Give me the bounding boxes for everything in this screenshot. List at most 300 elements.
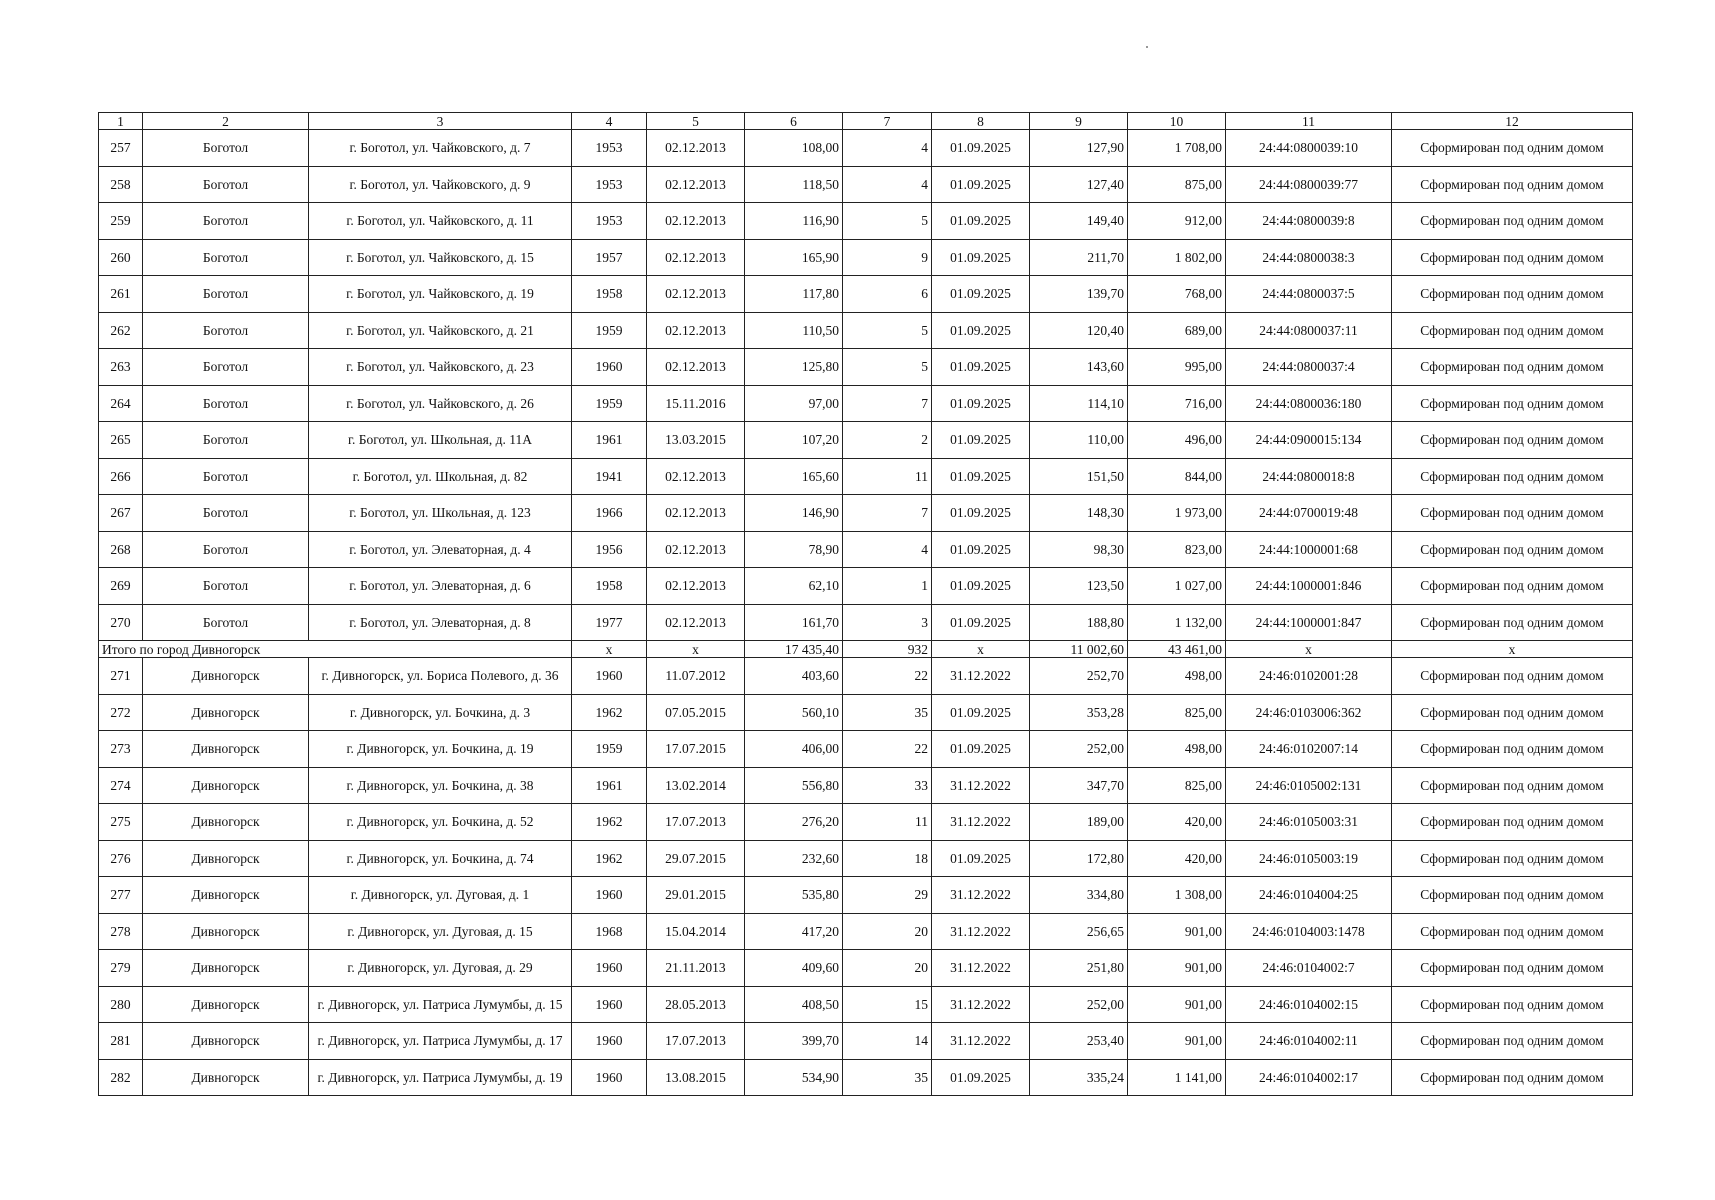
cadastral-number-cell: 24:46:0104002:11 bbox=[1226, 1023, 1392, 1060]
col-10-cell: 689,00 bbox=[1128, 312, 1226, 349]
year-cell: 1962 bbox=[572, 840, 647, 877]
count-cell: 5 bbox=[843, 349, 932, 386]
subtotal-count: 932 bbox=[843, 641, 932, 658]
area-cell: 399,70 bbox=[745, 1023, 843, 1060]
deadline-cell: 31.12.2022 bbox=[932, 804, 1030, 841]
address-cell: г. Дивногорск, ул. Дуговая, д. 29 bbox=[309, 950, 572, 987]
column-number-header: 4 bbox=[572, 113, 647, 130]
year-cell: 1960 bbox=[572, 658, 647, 695]
cadastral-number-cell: 24:46:0104003:1478 bbox=[1226, 913, 1392, 950]
deadline-cell: 01.09.2025 bbox=[932, 276, 1030, 313]
address-cell: г. Боготол, ул. Чайковского, д. 23 bbox=[309, 349, 572, 386]
deadline-cell: 01.09.2025 bbox=[932, 203, 1030, 240]
subtotal-col-10: 43 461,00 bbox=[1128, 641, 1226, 658]
date-cell: 02.12.2013 bbox=[647, 458, 745, 495]
address-cell: г. Дивногорск, ул. Бочкина, д. 3 bbox=[309, 694, 572, 731]
column-number-header: 11 bbox=[1226, 113, 1392, 130]
row-number: 276 bbox=[99, 840, 143, 877]
address-cell: г. Боготол, ул. Чайковского, д. 7 bbox=[309, 130, 572, 167]
city-cell: Боготол bbox=[143, 276, 309, 313]
date-cell: 02.12.2013 bbox=[647, 531, 745, 568]
year-cell: 1977 bbox=[572, 604, 647, 641]
table-row bbox=[99, 349, 1633, 386]
col-10-cell: 496,00 bbox=[1128, 422, 1226, 459]
status-cell: Сформирован под одним домом bbox=[1392, 458, 1633, 495]
year-cell: 1960 bbox=[572, 1059, 647, 1096]
deadline-cell: 01.09.2025 bbox=[932, 349, 1030, 386]
address-cell: г. Дивногорск, ул. Бориса Полевого, д. 36 bbox=[309, 658, 572, 695]
subtotal-col-4: х bbox=[572, 641, 647, 658]
city-cell: Боготол bbox=[143, 130, 309, 167]
cadastral-number-cell: 24:44:0800039:77 bbox=[1226, 166, 1392, 203]
row-number: 268 bbox=[99, 531, 143, 568]
col-9-cell: 253,40 bbox=[1030, 1023, 1128, 1060]
address-cell: г. Дивногорск, ул. Патриса Лумумбы, д. 19 bbox=[309, 1059, 572, 1096]
date-cell: 02.12.2013 bbox=[647, 276, 745, 313]
count-cell: 11 bbox=[843, 458, 932, 495]
status-cell: Сформирован под одним домом bbox=[1392, 130, 1633, 167]
address-cell: г. Боготол, ул. Чайковского, д. 19 bbox=[309, 276, 572, 313]
area-cell: 108,00 bbox=[745, 130, 843, 167]
area-cell: 117,80 bbox=[745, 276, 843, 313]
deadline-cell: 01.09.2025 bbox=[932, 840, 1030, 877]
city-cell: Боготол bbox=[143, 203, 309, 240]
area-cell: 125,80 bbox=[745, 349, 843, 386]
cadastral-number-cell: 24:46:0104002:7 bbox=[1226, 950, 1392, 987]
city-cell: Боготол bbox=[143, 166, 309, 203]
col-9-cell: 120,40 bbox=[1030, 312, 1128, 349]
date-cell: 29.07.2015 bbox=[647, 840, 745, 877]
city-cell: Боготол bbox=[143, 422, 309, 459]
deadline-cell: 01.09.2025 bbox=[932, 422, 1030, 459]
table-row bbox=[99, 422, 1633, 459]
col-10-cell: 1 132,00 bbox=[1128, 604, 1226, 641]
address-cell: г. Боготол, ул. Элеваторная, д. 4 bbox=[309, 531, 572, 568]
address-cell: г. Боготол, ул. Элеваторная, д. 6 bbox=[309, 568, 572, 605]
year-cell: 1962 bbox=[572, 804, 647, 841]
subtotal-col-5: х bbox=[647, 641, 745, 658]
row-number: 264 bbox=[99, 385, 143, 422]
col-10-cell: 498,00 bbox=[1128, 731, 1226, 768]
date-cell: 07.05.2015 bbox=[647, 694, 745, 731]
area-cell: 417,20 bbox=[745, 913, 843, 950]
table-row bbox=[99, 1023, 1633, 1060]
city-cell: Боготол bbox=[143, 568, 309, 605]
year-cell: 1957 bbox=[572, 239, 647, 276]
city-cell: Боготол bbox=[143, 495, 309, 532]
area-cell: 556,80 bbox=[745, 767, 843, 804]
col-9-cell: 172,80 bbox=[1030, 840, 1128, 877]
cadastral-number-cell: 24:44:1000001:846 bbox=[1226, 568, 1392, 605]
deadline-cell: 31.12.2022 bbox=[932, 986, 1030, 1023]
address-cell: г. Боготол, ул. Школьная, д. 123 bbox=[309, 495, 572, 532]
status-cell: Сформирован под одним домом bbox=[1392, 422, 1633, 459]
status-cell: Сформирован под одним домом bbox=[1392, 604, 1633, 641]
area-cell: 408,50 bbox=[745, 986, 843, 1023]
cadastral-number-cell: 24:46:0102007:14 bbox=[1226, 731, 1392, 768]
year-cell: 1959 bbox=[572, 385, 647, 422]
year-cell: 1953 bbox=[572, 130, 647, 167]
row-number: 281 bbox=[99, 1023, 143, 1060]
col-9-cell: 143,60 bbox=[1030, 349, 1128, 386]
status-cell: Сформирован под одним домом bbox=[1392, 731, 1633, 768]
year-cell: 1960 bbox=[572, 349, 647, 386]
year-cell: 1960 bbox=[572, 877, 647, 914]
status-cell: Сформирован под одним домом bbox=[1392, 568, 1633, 605]
deadline-cell: 01.09.2025 bbox=[932, 495, 1030, 532]
cadastral-number-cell: 24:44:0900015:134 bbox=[1226, 422, 1392, 459]
status-cell: Сформирован под одним домом bbox=[1392, 950, 1633, 987]
col-10-cell: 901,00 bbox=[1128, 1023, 1226, 1060]
area-cell: 97,00 bbox=[745, 385, 843, 422]
address-cell: г. Боготол, ул. Чайковского, д. 21 bbox=[309, 312, 572, 349]
date-cell: 02.12.2013 bbox=[647, 349, 745, 386]
area-cell: 116,90 bbox=[745, 203, 843, 240]
status-cell: Сформирован под одним домом bbox=[1392, 385, 1633, 422]
address-cell: г. Дивногорск, ул. Бочкина, д. 38 bbox=[309, 767, 572, 804]
date-cell: 17.07.2013 bbox=[647, 804, 745, 841]
subtotal-col-11: х bbox=[1226, 641, 1392, 658]
row-number: 280 bbox=[99, 986, 143, 1023]
col-9-cell: 139,70 bbox=[1030, 276, 1128, 313]
address-cell: г. Боготол, ул. Чайковского, д. 26 bbox=[309, 385, 572, 422]
col-9-cell: 149,40 bbox=[1030, 203, 1128, 240]
col-9-cell: 127,90 bbox=[1030, 130, 1128, 167]
city-cell: Боготол bbox=[143, 604, 309, 641]
date-cell: 13.02.2014 bbox=[647, 767, 745, 804]
count-cell: 1 bbox=[843, 568, 932, 605]
count-cell: 4 bbox=[843, 166, 932, 203]
col-9-cell: 123,50 bbox=[1030, 568, 1128, 605]
city-cell: Дивногорск bbox=[143, 1059, 309, 1096]
city-cell: Боготол bbox=[143, 385, 309, 422]
date-cell: 02.12.2013 bbox=[647, 130, 745, 167]
date-cell: 28.05.2013 bbox=[647, 986, 745, 1023]
col-9-cell: 189,00 bbox=[1030, 804, 1128, 841]
date-cell: 13.08.2015 bbox=[647, 1059, 745, 1096]
area-cell: 232,60 bbox=[745, 840, 843, 877]
col-9-cell: 251,80 bbox=[1030, 950, 1128, 987]
area-cell: 276,20 bbox=[745, 804, 843, 841]
col-10-cell: 823,00 bbox=[1128, 531, 1226, 568]
deadline-cell: 01.09.2025 bbox=[932, 694, 1030, 731]
year-cell: 1961 bbox=[572, 422, 647, 459]
table-row bbox=[99, 767, 1633, 804]
address-cell: г. Дивногорск, ул. Бочкина, д. 74 bbox=[309, 840, 572, 877]
row-number: 263 bbox=[99, 349, 143, 386]
address-cell: г. Дивногорск, ул. Бочкина, д. 19 bbox=[309, 731, 572, 768]
area-cell: 560,10 bbox=[745, 694, 843, 731]
city-cell: Дивногорск bbox=[143, 1023, 309, 1060]
date-cell: 11.07.2012 bbox=[647, 658, 745, 695]
table-row bbox=[99, 203, 1633, 240]
col-9-cell: 252,00 bbox=[1030, 986, 1128, 1023]
address-cell: г. Боготол, ул. Школьная, д. 11А bbox=[309, 422, 572, 459]
area-cell: 118,50 bbox=[745, 166, 843, 203]
status-cell: Сформирован под одним домом bbox=[1392, 312, 1633, 349]
deadline-cell: 01.09.2025 bbox=[932, 568, 1030, 605]
city-cell: Боготол bbox=[143, 458, 309, 495]
date-cell: 13.03.2015 bbox=[647, 422, 745, 459]
table-row bbox=[99, 385, 1633, 422]
address-cell: г. Дивногорск, ул. Дуговая, д. 15 bbox=[309, 913, 572, 950]
col-10-cell: 1 027,00 bbox=[1128, 568, 1226, 605]
cadastral-number-cell: 24:46:0104002:17 bbox=[1226, 1059, 1392, 1096]
year-cell: 1960 bbox=[572, 1023, 647, 1060]
area-cell: 146,90 bbox=[745, 495, 843, 532]
col-10-cell: 1 141,00 bbox=[1128, 1059, 1226, 1096]
city-cell: Дивногорск bbox=[143, 840, 309, 877]
status-cell: Сформирован под одним домом bbox=[1392, 877, 1633, 914]
cadastral-number-cell: 24:44:1000001:68 bbox=[1226, 531, 1392, 568]
area-cell: 62,10 bbox=[745, 568, 843, 605]
row-number: 267 bbox=[99, 495, 143, 532]
deadline-cell: 01.09.2025 bbox=[932, 312, 1030, 349]
status-cell: Сформирован под одним домом bbox=[1392, 349, 1633, 386]
city-cell: Дивногорск bbox=[143, 877, 309, 914]
col-9-cell: 148,30 bbox=[1030, 495, 1128, 532]
table-row bbox=[99, 1059, 1633, 1096]
subtotal-section bbox=[99, 641, 1633, 658]
year-cell: 1956 bbox=[572, 531, 647, 568]
col-10-cell: 768,00 bbox=[1128, 276, 1226, 313]
deadline-cell: 31.12.2022 bbox=[932, 658, 1030, 695]
table-row bbox=[99, 877, 1633, 914]
count-cell: 22 bbox=[843, 731, 932, 768]
column-number-header-row bbox=[99, 113, 1633, 130]
column-number-header: 3 bbox=[309, 113, 572, 130]
col-10-cell: 1 802,00 bbox=[1128, 239, 1226, 276]
deadline-cell: 31.12.2022 bbox=[932, 767, 1030, 804]
date-cell: 02.12.2013 bbox=[647, 312, 745, 349]
col-10-cell: 420,00 bbox=[1128, 840, 1226, 877]
count-cell: 4 bbox=[843, 531, 932, 568]
subtotal-col-12: х bbox=[1392, 641, 1633, 658]
count-cell: 20 bbox=[843, 950, 932, 987]
date-cell: 29.01.2015 bbox=[647, 877, 745, 914]
cadastral-number-cell: 24:46:0104004:25 bbox=[1226, 877, 1392, 914]
status-cell: Сформирован под одним домом bbox=[1392, 658, 1633, 695]
subtotal-col-8: х bbox=[932, 641, 1030, 658]
city-cell: Дивногорск bbox=[143, 694, 309, 731]
city-cell: Дивногорск bbox=[143, 731, 309, 768]
year-cell: 1960 bbox=[572, 986, 647, 1023]
date-cell: 02.12.2013 bbox=[647, 604, 745, 641]
col-10-cell: 995,00 bbox=[1128, 349, 1226, 386]
row-number: 275 bbox=[99, 804, 143, 841]
year-cell: 1961 bbox=[572, 767, 647, 804]
col-10-cell: 844,00 bbox=[1128, 458, 1226, 495]
subtotal-label: Итого по город Дивногорск bbox=[99, 641, 572, 658]
scan-speck bbox=[1146, 46, 1148, 48]
date-cell: 02.12.2013 bbox=[647, 203, 745, 240]
status-cell: Сформирован под одним домом bbox=[1392, 694, 1633, 731]
count-cell: 11 bbox=[843, 804, 932, 841]
year-cell: 1966 bbox=[572, 495, 647, 532]
area-cell: 403,60 bbox=[745, 658, 843, 695]
city-cell: Боготол bbox=[143, 312, 309, 349]
table-row bbox=[99, 986, 1633, 1023]
area-cell: 535,80 bbox=[745, 877, 843, 914]
table-row bbox=[99, 239, 1633, 276]
area-cell: 406,00 bbox=[745, 731, 843, 768]
year-cell: 1958 bbox=[572, 568, 647, 605]
city-cell: Дивногорск bbox=[143, 913, 309, 950]
date-cell: 02.12.2013 bbox=[647, 568, 745, 605]
cadastral-number-cell: 24:44:0800037:11 bbox=[1226, 312, 1392, 349]
col-9-cell: 127,40 bbox=[1030, 166, 1128, 203]
col-9-cell: 151,50 bbox=[1030, 458, 1128, 495]
deadline-cell: 31.12.2022 bbox=[932, 877, 1030, 914]
count-cell: 3 bbox=[843, 604, 932, 641]
col-10-cell: 1 308,00 bbox=[1128, 877, 1226, 914]
table-row bbox=[99, 604, 1633, 641]
col-9-cell: 110,00 bbox=[1030, 422, 1128, 459]
row-number: 270 bbox=[99, 604, 143, 641]
subtotal-row bbox=[99, 641, 1633, 658]
address-cell: г. Дивногорск, ул. Дуговая, д. 1 bbox=[309, 877, 572, 914]
year-cell: 1960 bbox=[572, 950, 647, 987]
year-cell: 1968 bbox=[572, 913, 647, 950]
count-cell: 22 bbox=[843, 658, 932, 695]
cadastral-number-cell: 24:46:0105003:19 bbox=[1226, 840, 1392, 877]
col-9-cell: 335,24 bbox=[1030, 1059, 1128, 1096]
area-cell: 78,90 bbox=[745, 531, 843, 568]
count-cell: 14 bbox=[843, 1023, 932, 1060]
table-row bbox=[99, 495, 1633, 532]
deadline-cell: 31.12.2022 bbox=[932, 1023, 1030, 1060]
area-cell: 107,20 bbox=[745, 422, 843, 459]
address-cell: г. Боготол, ул. Чайковского, д. 15 bbox=[309, 239, 572, 276]
date-cell: 17.07.2013 bbox=[647, 1023, 745, 1060]
col-10-cell: 498,00 bbox=[1128, 658, 1226, 695]
status-cell: Сформирован под одним домом bbox=[1392, 203, 1633, 240]
row-number: 265 bbox=[99, 422, 143, 459]
table-row bbox=[99, 804, 1633, 841]
cadastral-number-cell: 24:44:0800039:10 bbox=[1226, 130, 1392, 167]
count-cell: 35 bbox=[843, 694, 932, 731]
year-cell: 1953 bbox=[572, 166, 647, 203]
table-row bbox=[99, 531, 1633, 568]
date-cell: 02.12.2013 bbox=[647, 495, 745, 532]
row-number: 258 bbox=[99, 166, 143, 203]
housing-register-table bbox=[98, 112, 1633, 1096]
table-row bbox=[99, 913, 1633, 950]
count-cell: 29 bbox=[843, 877, 932, 914]
count-cell: 4 bbox=[843, 130, 932, 167]
date-cell: 15.11.2016 bbox=[647, 385, 745, 422]
count-cell: 2 bbox=[843, 422, 932, 459]
column-number-header: 10 bbox=[1128, 113, 1226, 130]
col-9-cell: 256,65 bbox=[1030, 913, 1128, 950]
deadline-cell: 01.09.2025 bbox=[932, 458, 1030, 495]
cadastral-number-cell: 24:44:0800036:180 bbox=[1226, 385, 1392, 422]
table-row bbox=[99, 840, 1633, 877]
count-cell: 18 bbox=[843, 840, 932, 877]
col-9-cell: 347,70 bbox=[1030, 767, 1128, 804]
table-row bbox=[99, 731, 1633, 768]
date-cell: 15.04.2014 bbox=[647, 913, 745, 950]
col-10-cell: 716,00 bbox=[1128, 385, 1226, 422]
cadastral-number-cell: 24:46:0105002:131 bbox=[1226, 767, 1392, 804]
deadline-cell: 01.09.2025 bbox=[932, 604, 1030, 641]
column-number-header: 7 bbox=[843, 113, 932, 130]
col-9-cell: 114,10 bbox=[1030, 385, 1128, 422]
status-cell: Сформирован под одним домом bbox=[1392, 239, 1633, 276]
col-9-cell: 188,80 bbox=[1030, 604, 1128, 641]
col-9-cell: 98,30 bbox=[1030, 531, 1128, 568]
subtotal-area: 17 435,40 bbox=[745, 641, 843, 658]
address-cell: г. Боготол, ул. Школьная, д. 82 bbox=[309, 458, 572, 495]
row-number: 259 bbox=[99, 203, 143, 240]
city-cell: Боготол bbox=[143, 349, 309, 386]
count-cell: 20 bbox=[843, 913, 932, 950]
city-cell: Дивногорск bbox=[143, 986, 309, 1023]
count-cell: 5 bbox=[843, 203, 932, 240]
column-number-header: 9 bbox=[1030, 113, 1128, 130]
area-cell: 161,70 bbox=[745, 604, 843, 641]
city-cell: Дивногорск bbox=[143, 950, 309, 987]
table-row bbox=[99, 130, 1633, 167]
status-cell: Сформирован под одним домом bbox=[1392, 276, 1633, 313]
cadastral-number-cell: 24:46:0104002:15 bbox=[1226, 986, 1392, 1023]
divnogorsk-rows bbox=[99, 658, 1633, 1096]
address-cell: г. Дивногорск, ул. Патриса Лумумбы, д. 15 bbox=[309, 986, 572, 1023]
col-10-cell: 1 708,00 bbox=[1128, 130, 1226, 167]
status-cell: Сформирован под одним домом bbox=[1392, 767, 1633, 804]
deadline-cell: 01.09.2025 bbox=[932, 731, 1030, 768]
table-row bbox=[99, 950, 1633, 987]
row-number: 269 bbox=[99, 568, 143, 605]
status-cell: Сформирован под одним домом bbox=[1392, 804, 1633, 841]
count-cell: 5 bbox=[843, 312, 932, 349]
subtotal-col-9: 11 002,60 bbox=[1030, 641, 1128, 658]
status-cell: Сформирован под одним домом bbox=[1392, 840, 1633, 877]
col-10-cell: 912,00 bbox=[1128, 203, 1226, 240]
status-cell: Сформирован под одним домом bbox=[1392, 495, 1633, 532]
area-cell: 165,60 bbox=[745, 458, 843, 495]
deadline-cell: 01.09.2025 bbox=[932, 1059, 1030, 1096]
address-cell: г. Боготол, ул. Чайковского, д. 9 bbox=[309, 166, 572, 203]
deadline-cell: 01.09.2025 bbox=[932, 130, 1030, 167]
city-cell: Боготол bbox=[143, 531, 309, 568]
cadastral-number-cell: 24:44:0800037:4 bbox=[1226, 349, 1392, 386]
count-cell: 9 bbox=[843, 239, 932, 276]
col-10-cell: 420,00 bbox=[1128, 804, 1226, 841]
table-row bbox=[99, 694, 1633, 731]
column-number-header: 8 bbox=[932, 113, 1030, 130]
cadastral-number-cell: 24:46:0103006:362 bbox=[1226, 694, 1392, 731]
column-number-header: 5 bbox=[647, 113, 745, 130]
row-number: 272 bbox=[99, 694, 143, 731]
column-number-header: 12 bbox=[1392, 113, 1633, 130]
status-cell: Сформирован под одним домом bbox=[1392, 1023, 1633, 1060]
area-cell: 165,90 bbox=[745, 239, 843, 276]
col-9-cell: 211,70 bbox=[1030, 239, 1128, 276]
date-cell: 21.11.2013 bbox=[647, 950, 745, 987]
col-9-cell: 252,70 bbox=[1030, 658, 1128, 695]
count-cell: 15 bbox=[843, 986, 932, 1023]
address-cell: г. Боготол, ул. Чайковского, д. 11 bbox=[309, 203, 572, 240]
deadline-cell: 31.12.2022 bbox=[932, 950, 1030, 987]
row-number: 278 bbox=[99, 913, 143, 950]
col-10-cell: 901,00 bbox=[1128, 986, 1226, 1023]
cadastral-number-cell: 24:44:0700019:48 bbox=[1226, 495, 1392, 532]
year-cell: 1941 bbox=[572, 458, 647, 495]
status-cell: Сформирован под одним домом bbox=[1392, 1059, 1633, 1096]
cadastral-number-cell: 24:44:0800018:8 bbox=[1226, 458, 1392, 495]
row-number: 274 bbox=[99, 767, 143, 804]
